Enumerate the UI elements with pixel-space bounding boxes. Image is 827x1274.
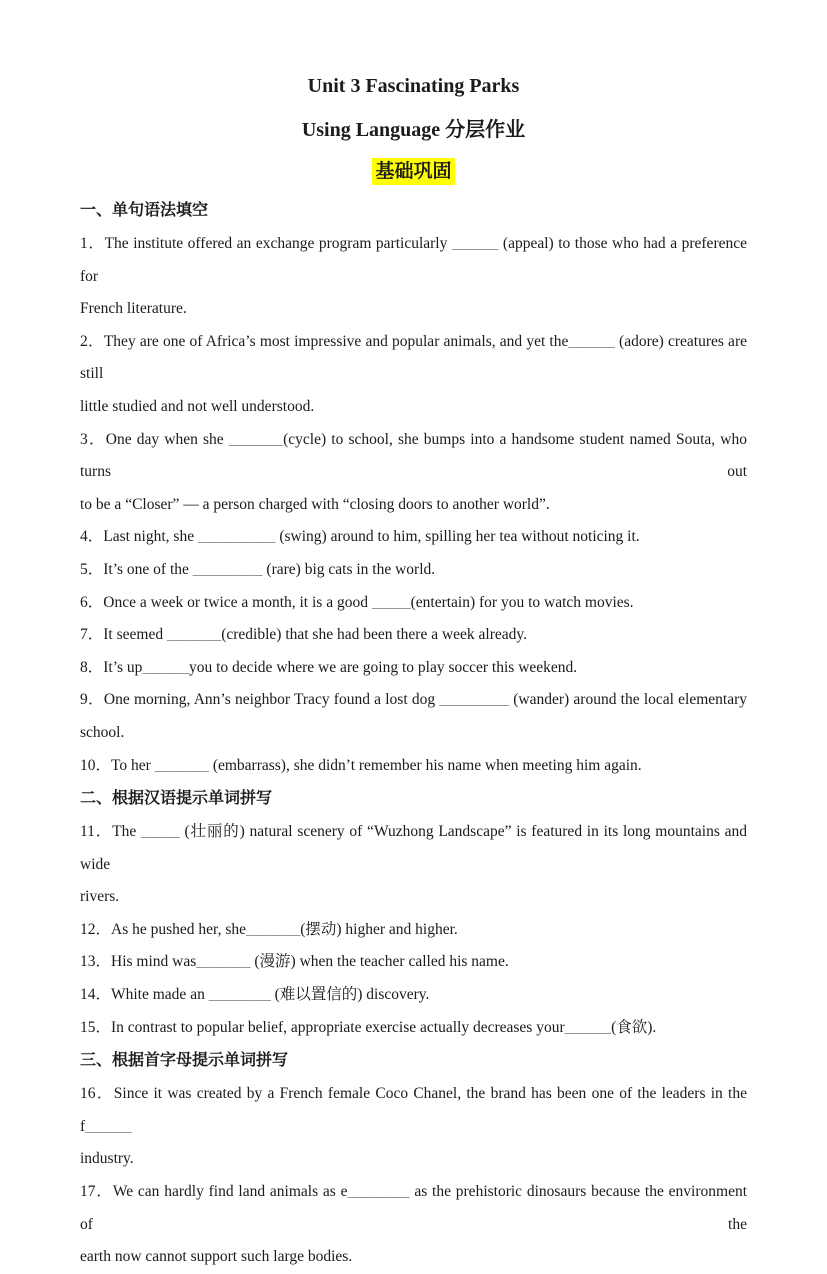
exercise-line-1a: 1．The institute offered an exchange program particularly ______ (appeal) to those who had a preference for	[80, 235, 747, 285]
exercise-line-5: 5．It’s one of the _________ (rare) big cats in the world.	[80, 560, 436, 578]
answer-blank: _______	[154, 756, 209, 774]
exercise-line-4: 4．Last night, she __________ (swing) around to him, spilling her tea without noticing it.	[80, 528, 640, 546]
answer-blank: ________	[208, 986, 271, 1004]
highlighted-badge: 基础巩固	[372, 158, 454, 185]
exercise-line-14: 14．White made an ________ (难以置信的) discovery.	[80, 986, 430, 1004]
answer-blank: ______	[451, 235, 499, 252]
answer-blank: _______	[166, 626, 222, 644]
document-title: Unit 3 Fascinating Parks	[307, 75, 520, 97]
document-subtitle: Using Language 分层作业	[301, 119, 526, 141]
exercise-line-8: 8．It’s up______you to decide where we are going to play soccer this weekend.	[80, 658, 578, 676]
answer-blank: __________	[197, 528, 276, 546]
exercise-line-9a: 9．One morning, Ann’s neighbor Tracy found a lost dog _________ (wander) around the local elementary	[80, 691, 747, 709]
section-heading-3: 三、根据首字母提示单词拼写	[80, 1052, 289, 1070]
section-heading-2: 二、根据汉语提示单词拼写	[80, 790, 273, 808]
exercise-line-13: 13．His mind was_______ (漫游) when the teacher called his name.	[80, 953, 509, 971]
section-heading-1: 一、单句语法填空	[80, 202, 209, 219]
answer-blank: _______	[245, 920, 301, 938]
answer-blank: _______	[196, 953, 251, 971]
answer-blank: _________	[439, 691, 510, 709]
exercise-line-17a: 17．We can hardly find land animals as e________ as the prehistoric dinosaurs because the environment of the	[80, 1183, 748, 1233]
answer-blank: ______	[564, 1018, 612, 1036]
answer-blank: ______	[568, 332, 615, 350]
answer-blank: _________	[192, 560, 263, 578]
answer-blank: _____	[371, 593, 411, 611]
exercise-line-10: 10．To her _______ (embarrass), she didn’t remember his name when meeting him again.	[80, 756, 642, 774]
exercise-line-11b: rivers.	[80, 888, 120, 906]
exercise-line-9b: school.	[80, 723, 125, 741]
exercise-line-17b: earth now cannot support such large bodies.	[80, 1248, 353, 1266]
answer-blank: ______	[85, 1117, 132, 1135]
exercise-line-1b: French literature.	[80, 300, 187, 318]
exercise-line-12: 12．As he pushed her, she_______(摆动) higher and higher.	[80, 920, 458, 938]
exercise-line-7: 7．It seemed _______(credible) that she had been there a week already.	[80, 626, 528, 644]
exercise-line-6: 6．Once a week or twice a month, it is a good _____(entertain) for you to watch movies.	[80, 593, 634, 611]
exercise-line-2a: 2．They are one of Africa’s most impressive and popular animals, and yet the______ (adore) creatures are still	[80, 332, 747, 383]
answer-blank: _______	[228, 430, 284, 448]
answer-blank: ________	[347, 1183, 410, 1201]
answer-blank: ______	[142, 658, 189, 676]
exercise-line-3b: to be a “Closer” — a person charged with “closing doors to another world”.	[80, 495, 550, 513]
exercise-line-2b: little studied and not well understood.	[80, 397, 315, 415]
exercise-line-3a: 3．One day when she _______(cycle) to school, she bumps into a handsome student named Souta, who turns out	[80, 430, 747, 481]
exercise-line-16b: industry.	[80, 1150, 134, 1168]
answer-blank: _____	[141, 823, 180, 841]
exercise-line-15: 15．In contrast to popular belief, appropriate exercise actually decreases your______(食欲).	[80, 1018, 657, 1036]
badge-row	[80, 152, 747, 194]
exercise-line-11a: 11．The _____ (壮丽的) natural scenery of “Wuzhong Landscape” is featured in its long mountains and wide	[80, 823, 748, 873]
exercise-line-16a: 16．Since it was created by a French female Coco Chanel, the brand has been one of the leaders in the f______	[80, 1085, 747, 1135]
